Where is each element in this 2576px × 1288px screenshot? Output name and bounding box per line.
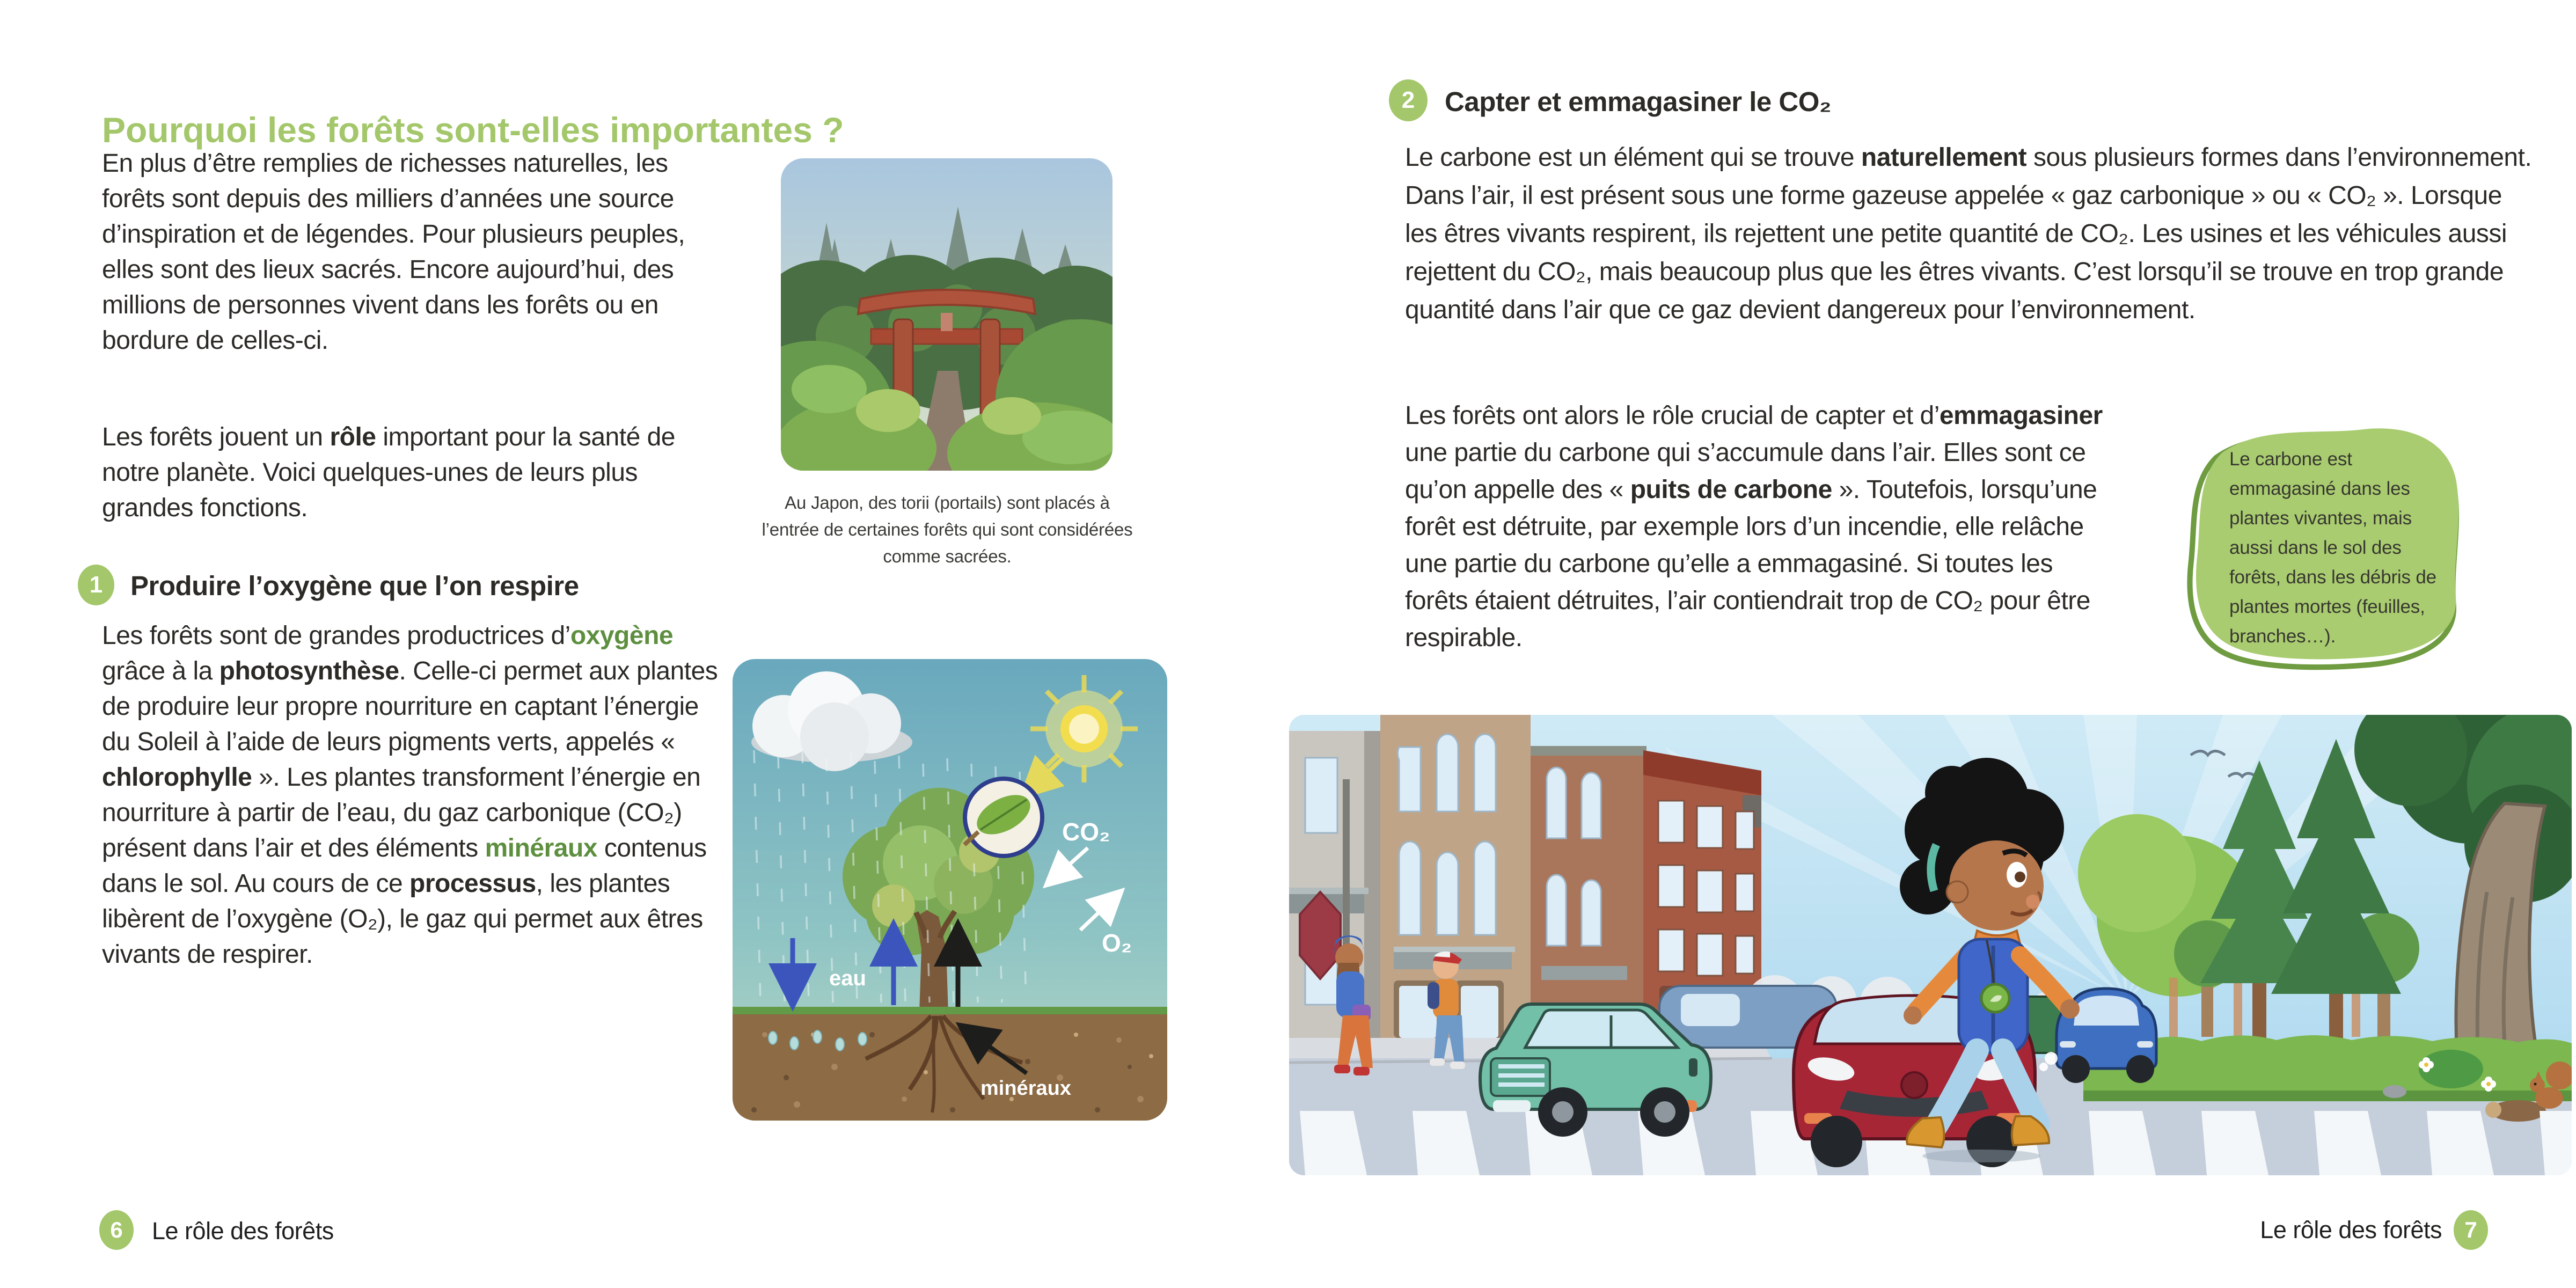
section-2-heading: Capter et emmagasiner le CO₂	[1445, 86, 1832, 117]
page-title: Pourquoi les forêts sont-elles importantes ?	[102, 110, 844, 150]
intro-paragraph-2: Les forêts jouent un rôle important pour la santé de notre planète. Voici quelques-unes de leurs plus grandes fonctions.	[102, 423, 675, 522]
o2-label: O₂	[1102, 929, 1132, 957]
section-1-number-badge: 1	[78, 565, 114, 605]
section-2-paragraph-2: Les forêts ont alors le rôle crucial de capter et d’emmagasiner une partie du carbone qui s’accumule dans l’air. Elles sont ce qu’on appelle des « puits de carbone ». Toutefois, lorsqu’une forêt est détruite, par exemple lors d’un incendie, elle relâche une partie du carbone qu’elle a emmagasiné. Si toutes les forêts étaient détruites, l’air contiendrait trop de CO₂ pour être respirable.	[1405, 401, 2103, 652]
intro-paragraph-1: En plus d’être remplies de richesses naturelles, les forêts sont depuis des milliers d’années une source d’inspiration et de légendes. Pour plusieurs peuples, elles sont des lieux sacrés. Encore aujourd’hui, des millions de personnes vivent dans les forêts ou en bordure de celles-ci.	[102, 149, 685, 355]
sun-icon	[1030, 675, 1138, 782]
torii-forest-photo	[781, 158, 1113, 471]
right-page-number-badge: 7	[2454, 1210, 2488, 1250]
right-footer-title: Le rôle des forêts	[2260, 1216, 2442, 1243]
torii-photo-caption: Au Japon, des torii (portails) sont placés à l’entrée de certaines forêts qui sont considérées comme sacrées.	[762, 493, 1133, 566]
leaf-magnifier-icon	[964, 779, 1042, 856]
section-2-number-badge: 2	[1389, 79, 1428, 121]
section-2-paragraph-1: Le carbone est un élément qui se trouve naturellement sous plusieurs formes dans l’environnement. Dans l’air, il est présent sous une forme gazeuse appelée « gaz carbonique » ou « CO₂ ». Lorsque les êtres vivants respirent, ils rejettent une petite quantité de CO₂. Les usines et les véhicules aussi rejettent du CO₂, mais beaucoup plus que les êtres vivants. C’est lorsqu’il se trouve en trop grande quantité dans l’air que ce gaz devient dangereux pour l’environnement.	[1405, 143, 2532, 324]
city-forest-illustration	[1289, 715, 2572, 1175]
left-page-number-badge: 6	[99, 1210, 134, 1250]
bubble-text: Le carbone est emmagasiné dans les plantes vivantes, mais aussi dans le sol des forêts, dans les débris de plantes mortes (feuilles, branches…).	[2229, 449, 2436, 647]
carbon-fact-bubble	[2180, 419, 2480, 676]
co2-label: CO₂	[1062, 818, 1110, 846]
ear	[1946, 881, 1968, 903]
left-footer-title: Le rôle des forêts	[152, 1217, 334, 1245]
water-label: eau	[829, 967, 866, 990]
right-footer	[0, 1210, 2488, 1250]
photosynthesis-diagram	[733, 659, 1167, 1121]
minerals-label: minéraux	[980, 1077, 1071, 1100]
section-1-body: Les forêts sont de grandes productrices d’oxygène grâce à la photosynthèse. Celle-ci permet aux plantes de produire leur propre nourriture en captant l’énergie du Soleil à l’aide de leurs pigments verts, appelés « chlorophylle ». Les plantes transforment l’énergie en nourriture à partir de l’eau, du gaz carbonique (CO₂) présent dans l’air et des éléments minéraux contenus dans le sol. Au cours de ce processus, les plantes libèrent de l’oxygène (O₂), le gaz qui permet aux êtres vivants de respirer.	[102, 621, 718, 969]
section-1-heading: Produire l’oxygène que l’on respire	[130, 570, 579, 601]
